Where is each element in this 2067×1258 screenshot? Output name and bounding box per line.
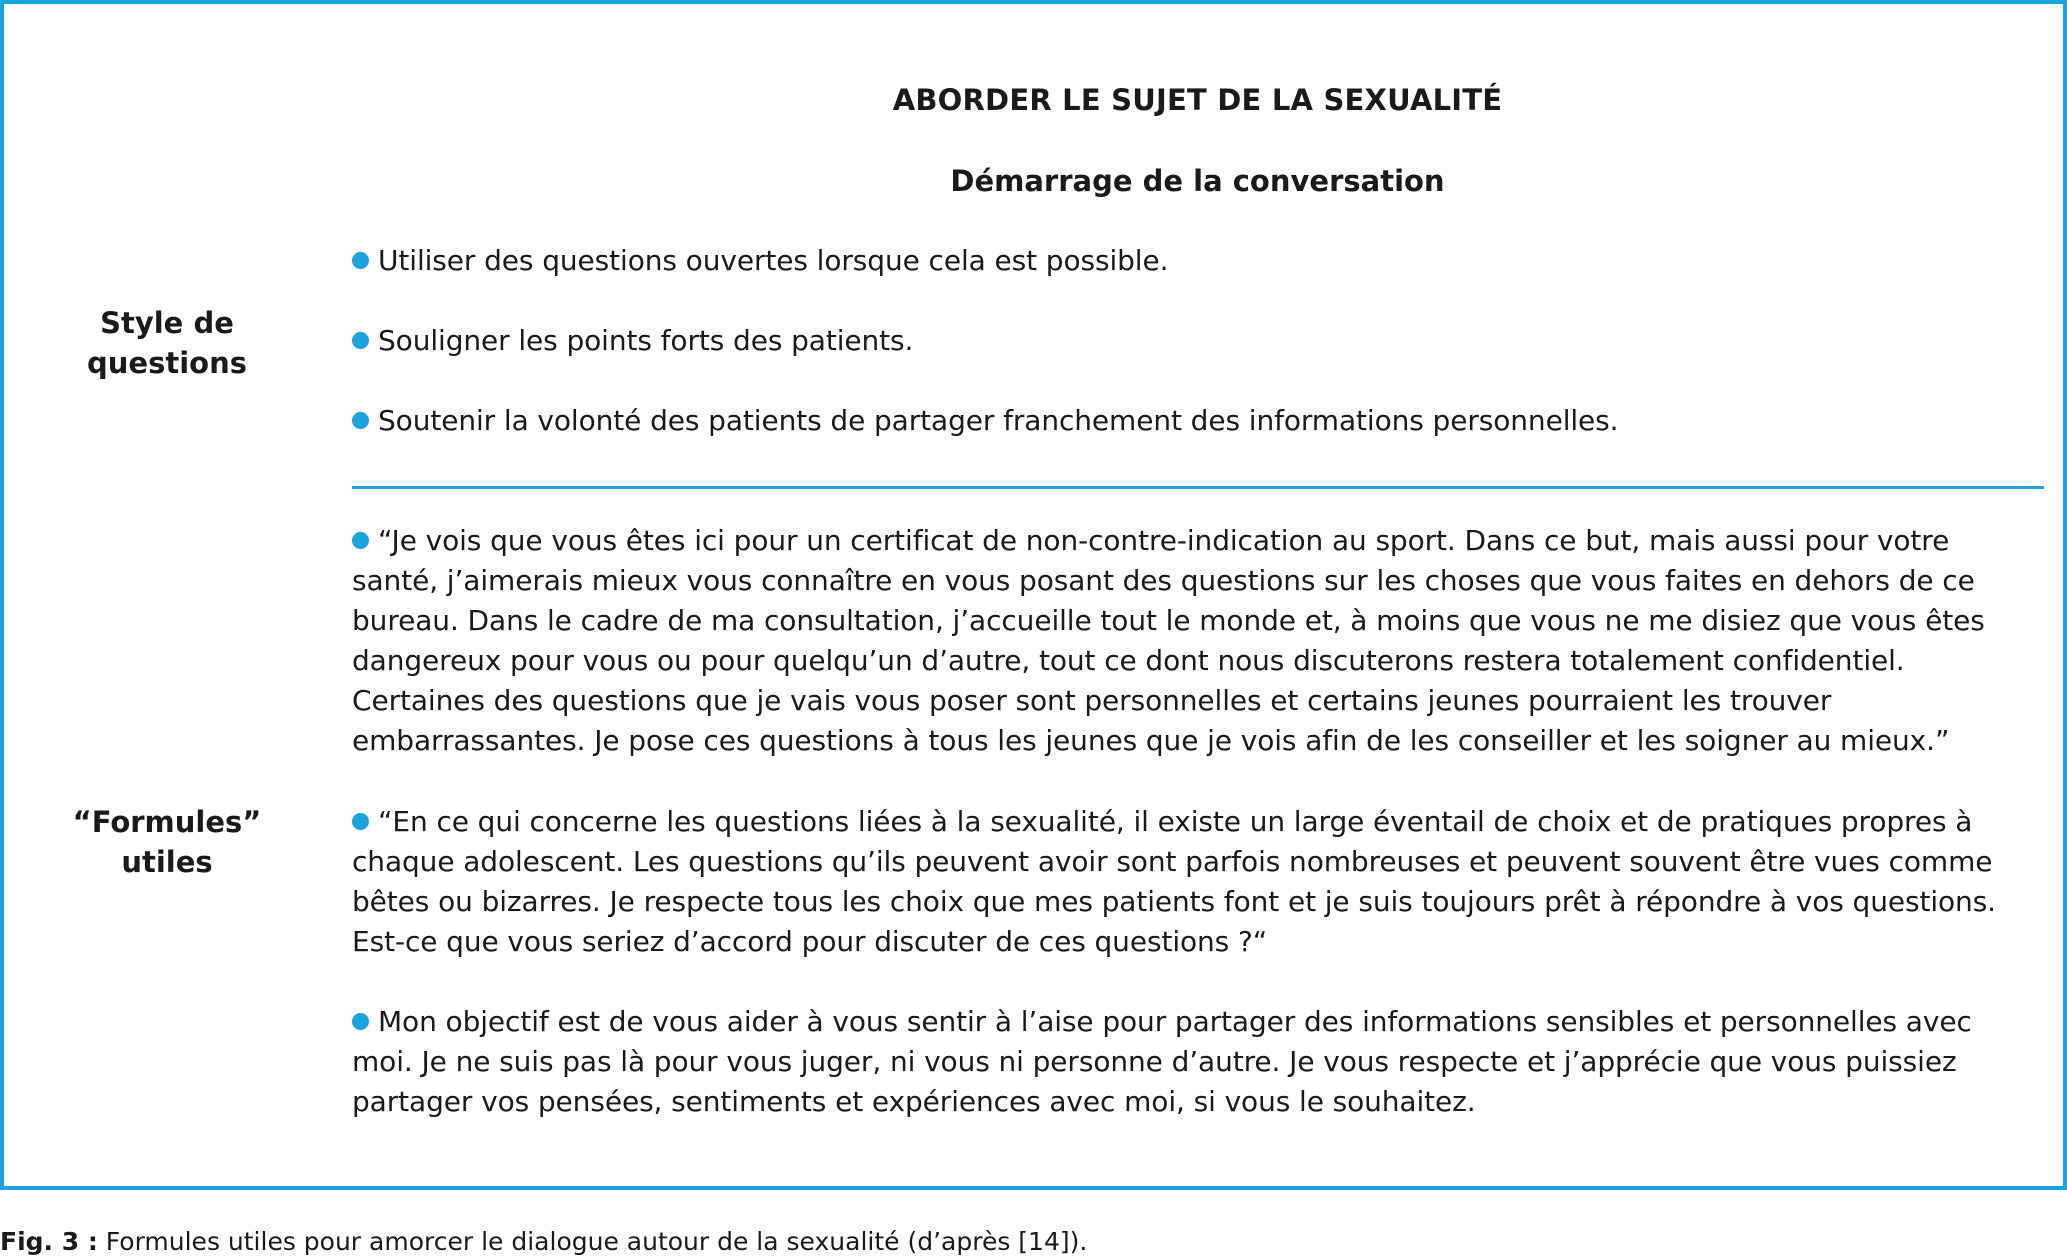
- list-item: [352, 802, 2037, 962]
- bullet-icon: [352, 252, 369, 269]
- figure-label: Fig. 3 :: [0, 1227, 98, 1256]
- bullet-icon: [352, 1013, 369, 1030]
- figure-caption: [0, 1226, 1087, 1258]
- list-item-text: Soutenir la volonté des patients de partager franchement des informations personnelles.: [378, 404, 1619, 437]
- list-item: [352, 521, 2037, 761]
- table-title: ABORDER LE SUJET DE LA SEXUALITÉ: [892, 83, 1503, 117]
- list-item-text: Mon objectif est de vous aider à vous sentir à l’aise pour partager des informations sensibles et personnelles avec moi. Je ne suis pas là pour vous juger, ni vous ni personne d’autre. Je vous respecte et j’apprécie que vous puissiez partager vos pensées, sentiments et expériences avec moi, si vous le souhaitez.: [352, 1005, 1972, 1118]
- list-item-text: Utiliser des questions ouvertes lorsque cela est possible.: [378, 244, 1169, 277]
- row-label-line: Style de: [100, 306, 234, 340]
- list-item: [352, 241, 2037, 281]
- row-label-formules-utiles: [54, 802, 280, 882]
- bullet-icon: [352, 532, 369, 549]
- table-subtitle: Démarrage de la conversation: [950, 164, 1445, 198]
- bullet-icon: [352, 412, 369, 429]
- row-label-line: utiles: [121, 845, 213, 879]
- list-item-text: Souligner les points forts des patients.: [378, 324, 914, 357]
- list-item-text: “Je vois que vous êtes ici pour un certificat de non-contre-indication au sport. Dans ce but, mais aussi pour votre santé, j’aimerais mieux vous connaître en vous posant des questions sur les choses que vous faites en dehors de ce bureau. Dans le cadre de ma consultation, j’accueille tout le monde et, à moins que vous ne me disiez que vous êtes dangereux pour vous ou pour quelqu’un d’autre, tout ce dont nous discuterons restera totalement confidentiel. Certaines des questions que je vais vous poser sont personnelles et certains jeunes pourraient les trouver embarrassantes. Je pose ces questions à tous les jeunes que je vois afin de les conseiller et les soigner au mieux.”: [352, 524, 1985, 757]
- row-label-line: questions: [87, 346, 247, 380]
- list-item: [352, 321, 2037, 361]
- row-label-style-questions: [54, 303, 280, 383]
- list-item: [352, 401, 2037, 441]
- section-divider: [352, 486, 2044, 489]
- row-label-line: “Formules”: [72, 805, 262, 839]
- bullet-icon: [352, 813, 369, 830]
- bullet-icon: [352, 332, 369, 349]
- list-item-text: “En ce qui concerne les questions liées à la sexualité, il existe un large éventail de choix et de pratiques propres à chaque adolescent. Les questions qu’ils peuvent avoir sont parfois nombreuses et peuvent souvent être vues comme bêtes ou bizarres. Je respecte tous les choix que mes patients font et je suis toujours prêt à répondre à vos questions. Est-ce que vous seriez d’accord pour discuter de ces questions ?“: [352, 805, 1996, 958]
- figure-caption-text: Formules utiles pour amorcer le dialogue autour de la sexualité (d’après [14]).: [97, 1227, 1088, 1256]
- list-item: [352, 1002, 2037, 1122]
